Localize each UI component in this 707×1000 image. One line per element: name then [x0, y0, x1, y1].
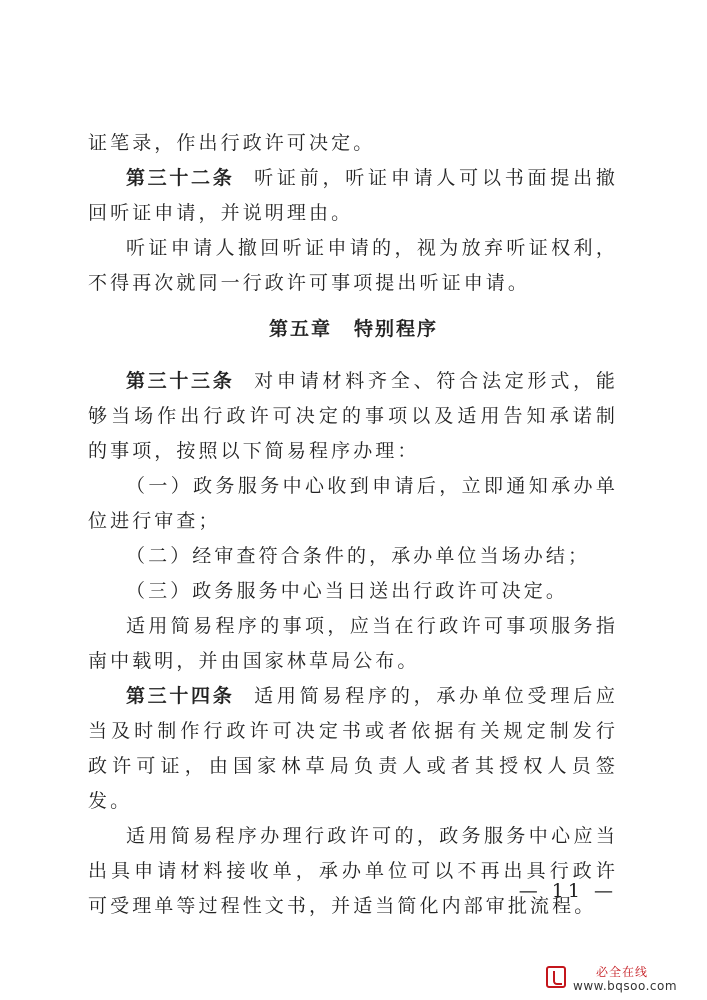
site-watermark	[546, 963, 696, 997]
list-item-2: （二）经审查符合条件的，承办单位当场办结；	[126, 545, 591, 567]
page-number: — 11 —	[518, 880, 617, 902]
article-number: 第三十四条	[126, 685, 235, 707]
body-text-bottom	[88, 364, 618, 924]
chapter-heading	[0, 314, 707, 341]
paragraph-continuation: 证笔录，作出行政许可决定。	[88, 132, 376, 154]
watermark-title: 必全在线	[596, 965, 649, 979]
chapter-number: 第五章	[268, 318, 332, 340]
list-item-1: （一）政务服务中心收到申请后，立即通知承办单位进行审查；	[88, 475, 618, 532]
article-text: 适用简易程序的，承办单位受理后应当及时制作行政许可决定书或者依据有关规定制发行政许可证，由国家林草局负责人或者其授权人员签发。	[88, 685, 618, 812]
paragraph: 适用简易程序的事项，应当在行政许可事项服务指南中载明，并由国家林草局公布。	[88, 615, 618, 672]
article-text: 对申请材料齐全、符合法定形式，能够当场作出行政许可决定的事项以及适用告知承诺制的事项，按照以下简易程序办理：	[88, 370, 618, 462]
paragraph: 听证申请人撤回听证申请的，视为放弃听证权利，不得再次就同一行政许可事项提出听证申请。	[88, 237, 618, 294]
list-item-3: （三）政务服务中心当日送出行政许可决定。	[126, 580, 569, 602]
article-34	[88, 679, 618, 819]
red-square-logo-icon	[546, 966, 566, 988]
chapter-title: 特别程序	[354, 318, 439, 340]
article-number: 第三十三条	[126, 370, 235, 392]
paragraph: 适用简易程序办理行政许可的，政务服务中心应当出具申请材料接收单，承办单位可以不再出具行政许可受理单等过程性文书，并适当简化内部审批流程。	[88, 825, 618, 917]
body-text-top	[88, 126, 618, 301]
article-number: 第三十二条	[126, 167, 235, 189]
article-32	[88, 161, 618, 231]
article-33	[88, 364, 618, 469]
watermark-url: www.bqsoo.com	[573, 979, 678, 993]
article-text: 听证前，听证申请人可以书面提出撤回听证申请，并说明理由。	[88, 167, 618, 224]
